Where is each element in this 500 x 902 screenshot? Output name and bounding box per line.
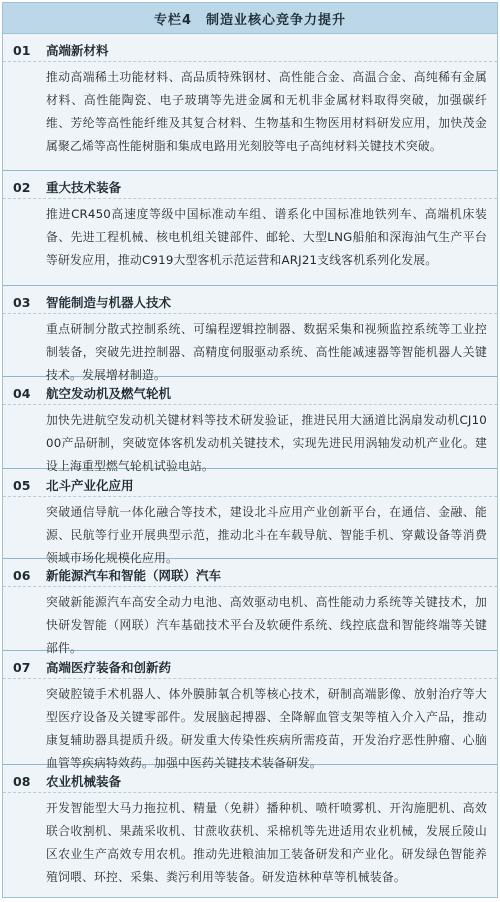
section-number: 02	[13, 179, 31, 195]
section-06	[3, 559, 497, 655]
section-body: 重点研制分散式控制系统、可编程逻辑控制器、数据采集和视频监控系统等工业控制装备，突破先进控制器、高精度伺服驱动系统、高性能减速器等智能机器人关键技术。发展增材制造。	[46, 322, 487, 382]
section-header	[3, 176, 497, 199]
section-08	[3, 765, 497, 897]
section-header	[3, 564, 497, 587]
section-number: 06	[13, 567, 31, 583]
section-title: 智能制造与机器人技术	[46, 295, 172, 310]
column-box	[2, 2, 498, 898]
section-body: 开发智能型大马力拖拉机、精量（免耕）播种机、喷杆喷雾机、开沟施肥机、高效联合收割机、果蔬采收机、甘蔗收获机、采棉机等先进适用农业机械，发展丘陵山区农业生产高效专用农机。推动先进粮油加工装备研发和产业化。研发绿色智能养殖饲喂、环控、采集、粪污利用等装备。研发造林种草等机械装备。	[46, 801, 487, 884]
section-body: 推动高端稀土功能材料、高品质特殊钢材、高性能合金、高温合金、高纯稀有金属材料、高性能陶瓷、电子玻璃等先进金属和无机非金属材料取得突破，加强碳纤维、芳纶等高性能纤维及其复合材料、生物基和生物医用材料研发应用，加快茂金属聚乙烯等高性能树脂和集成电路用光刻胶等电子高纯材料关键技术突破。	[46, 70, 487, 153]
section-body: 突破腔镜手术机器人、体外膜肺氧合机等核心技术，研制高端影像、放射治疗等大型医疗设备及关键零部件。发展脑起搏器、全降解血管支架等植入介入产品，推动康复辅助器具提质升级。研发重大传染性疾病所需疫苗，开发治疗恶性肿瘤、心脑血管等疾病特效药。加强中医药关键技术装备研发。	[46, 687, 487, 770]
section-number: 05	[13, 477, 31, 493]
section-02	[3, 171, 497, 286]
section-title: 重大技术装备	[46, 180, 122, 195]
sections-list	[3, 34, 497, 897]
section-05	[3, 469, 497, 565]
section-header	[3, 39, 497, 62]
section-body: 推进CR450高速度等级中国标准动车组、谱系化中国标准地铁列车、高端机床装备、先进工程机械、核电机组关键部件、邮轮、大型LNG船舶和深海油气生产平台等研发应用，推动C919大型客机示范运营和ARJ21支线客机系列化发展。	[46, 207, 487, 267]
section-title: 高端新材料	[46, 43, 109, 58]
section-04	[3, 377, 497, 473]
section-title: 航空发动机及燃气轮机	[46, 386, 172, 401]
section-number: 03	[13, 294, 31, 310]
section-body: 加快先进航空发动机关键材料等技术研发验证，推进民用大涵道比涡扇发动机CJ1000产品研制，突破宽体客机发动机关键技术，实现先进民用涡轴发动机产业化。建设上海重型燃气轮机试验电站。	[46, 413, 487, 473]
section-title: 高端医疗装备和创新药	[46, 660, 172, 675]
section-01	[3, 34, 497, 171]
section-title: 农业机械装备	[46, 774, 122, 789]
section-title: 北斗产业化应用	[46, 478, 134, 493]
section-number: 01	[13, 42, 31, 58]
section-body: 突破新能源汽车高安全动力电池、高效驱动电机、高性能动力系统等关键技术，加快研发智能（网联）汽车基础技术平台及软硬件系统、线控底盘和智能终端等关键部件。	[46, 595, 487, 655]
column-title: 专栏4 制造业核心竞争力提升	[153, 12, 347, 28]
section-header	[3, 474, 497, 497]
section-number: 07	[13, 659, 31, 675]
section-header	[3, 382, 497, 405]
section-title: 新能源汽车和智能（网联）汽车	[46, 568, 222, 583]
section-body: 突破通信导航一体化融合等技术，建设北斗应用产业创新平台，在通信、金融、能源、民航等行业开展典型示范，推动北斗在车载导航、智能手机、穿戴设备等消费领域市场化规模化应用。	[46, 505, 487, 565]
section-03	[3, 286, 497, 382]
section-header	[3, 656, 497, 679]
section-number: 08	[13, 773, 31, 789]
column-header	[3, 3, 497, 34]
section-header	[3, 291, 497, 314]
section-07	[3, 651, 497, 770]
section-number: 04	[13, 385, 31, 401]
